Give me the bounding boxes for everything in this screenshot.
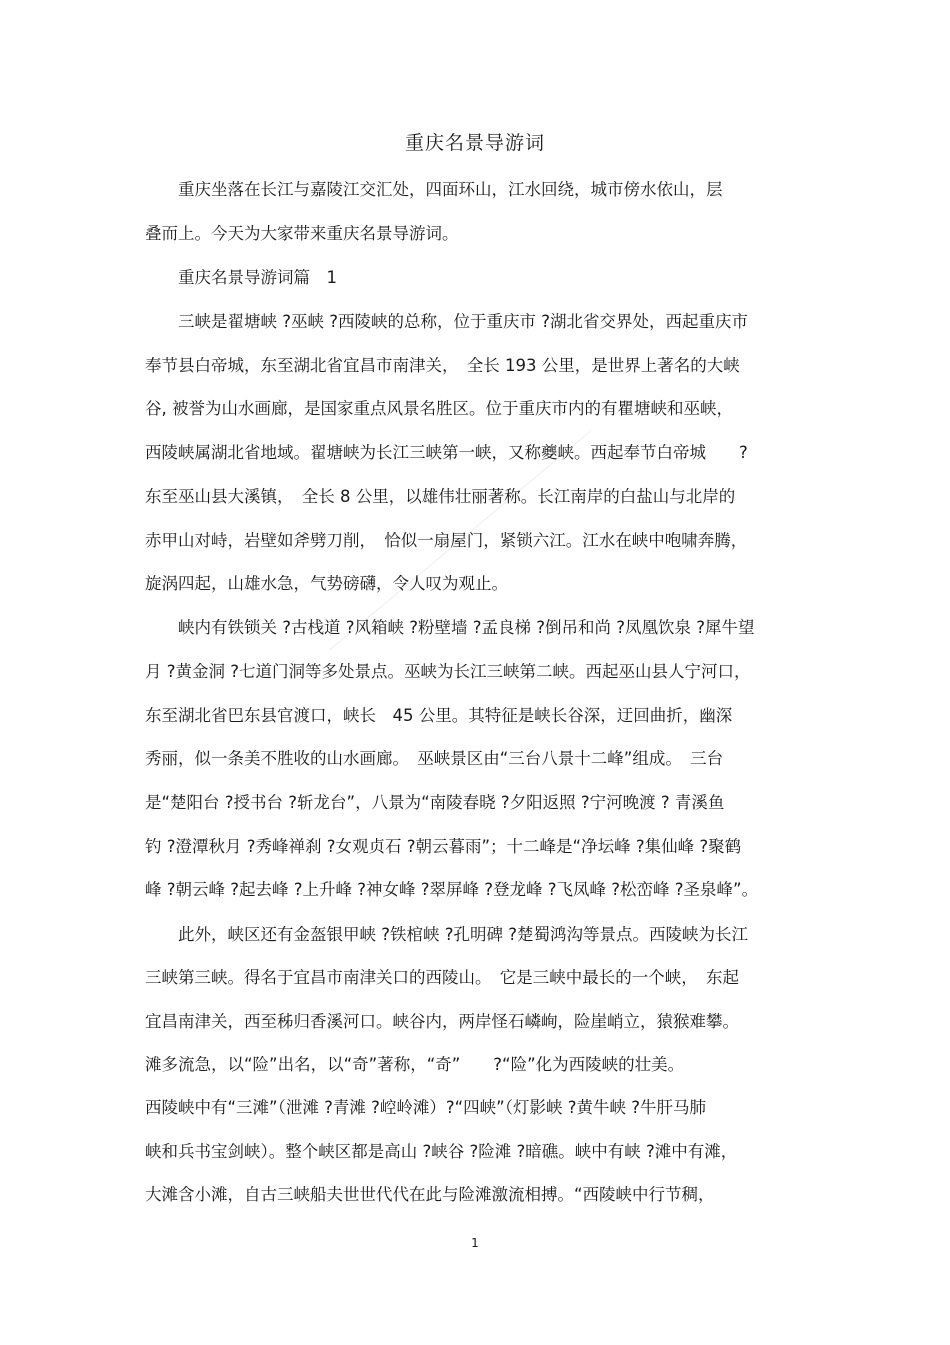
text-line: 三峡是翟塘峡 ?巫峡 ?西陵峡的总称，位于重庆市 ?湖北省交界处，西起重庆市 [178,312,749,331]
text-line: 西陵峡属湖北省地域。翟塘峡为长江三峡第一峡，又称夔峡。西起奉节白帝城 ? [145,443,748,462]
text-line: 赤甲山对峙，岩壁如斧劈刀削， 恰似一扇屋门，紧锁六江。江水在峡中咆啸奔腾， [145,531,748,550]
page-number: 1 [471,1236,479,1250]
text-line: 三峡第三峡。得名于宜昌市南津关口的西陵山。 它是三峡中最长的一个峡， 东起 [145,968,739,987]
text-line: 谷, 被誉为山水画廊，是国家重点风景名胜区。位于重庆市内的有瞿塘峡和巫峡， [145,399,733,418]
text-line: 东至巫山县大溪镇， 全长 8 公里，以雄伟壮丽著称。长江南岸的白盐山与北岸的 [145,487,736,506]
text-line: 峡内有铁锁关 ?古栈道 ?风箱峡 ?粉壁墙 ?孟良梯 ?倒吊和尚 ?凤凰饮泉 ?犀牛望 [178,618,755,637]
text-line: 重庆坐落在长江与嘉陵江交汇处，四面环山，江水回绕，城市傍水依山，层 [178,180,723,199]
text-line: 奉节县白帝城，东至湖北省宜昌市南津关， 全长 193 公里，是世界上著名的大峡 [145,356,740,375]
text-line: 旋涡四起，山雄水急，气势磅礴，令人叹为观止。 [145,574,508,593]
text-line: 秀丽，似一条美不胜收的山水画廊。 巫峡景区由“三台八景十二峰”组成。 三台 [145,749,724,768]
text-line: 钓 ?澄潭秋月 ?秀峰禅刹 ?女观贞石 ?朝云暮雨”；十二峰是“净坛峰 ?集仙峰 ?聚鹤 [145,837,742,856]
text-line: 西陵峡中有“三滩”（泄滩 ?青滩 ?崆岭滩）?“四峡”（灯影峡 ?黄牛峡 ?牛肝马肺 [145,1098,706,1117]
text-line: 月 ?黄金洞 ?七道门洞等多处景点。巫峡为长江三峡第二峡。西起巫山县人宁河口， [145,662,751,681]
text-line: 是“楚阳台 ?授书台 ?斩龙台”，八景为“南陵春晓 ?夕阳返照 ?宁河晚渡 ? 青溪鱼 [145,793,725,812]
text-line: 此外，峡区还有金盔银甲峡 ?铁棺峡 ?孔明碑 ?楚蜀鸿沟等景点。西陵峡为长江 [178,925,749,944]
text-line: 峡和兵书宝剑峡）。整个峡区都是高山 ?峡谷 ?险滩 ?暗礁。峡中有峡 ?滩中有滩， [145,1142,738,1161]
text-line: 叠而上。今天为大家带来重庆名景导游词。 [145,224,459,243]
text-line: 滩多流急，以“险”出名，以“奇”著称，“奇” ?“险”化为西陵峡的壮美。 [145,1055,685,1074]
text-line: 宜昌南津关，西至秭归香溪河口。峡谷内，两岸怪石嶙峋，险崖峭立，猿猴难攀。 [145,1012,739,1031]
text-line: 东至湖北省巴东县官渡口，峡长 45 公里。其特征是峡长谷深，迂回曲折，幽深 [145,706,733,725]
text-line: 峰 ?朝云峰 ?起去峰 ?上升峰 ?神女峰 ?翠屏峰 ?登龙峰 ?飞凤峰 ?松峦峰 ?圣泉峰”。 [145,880,759,899]
section-heading: 重庆名景导游词篇 1 [178,268,337,287]
document-title: 重庆名景导游词 [404,132,545,154]
text-line: 大滩含小滩，自古三峡船夫世世代代在此与险滩激流相搏。“西陵峡中行节稠， [145,1185,715,1204]
